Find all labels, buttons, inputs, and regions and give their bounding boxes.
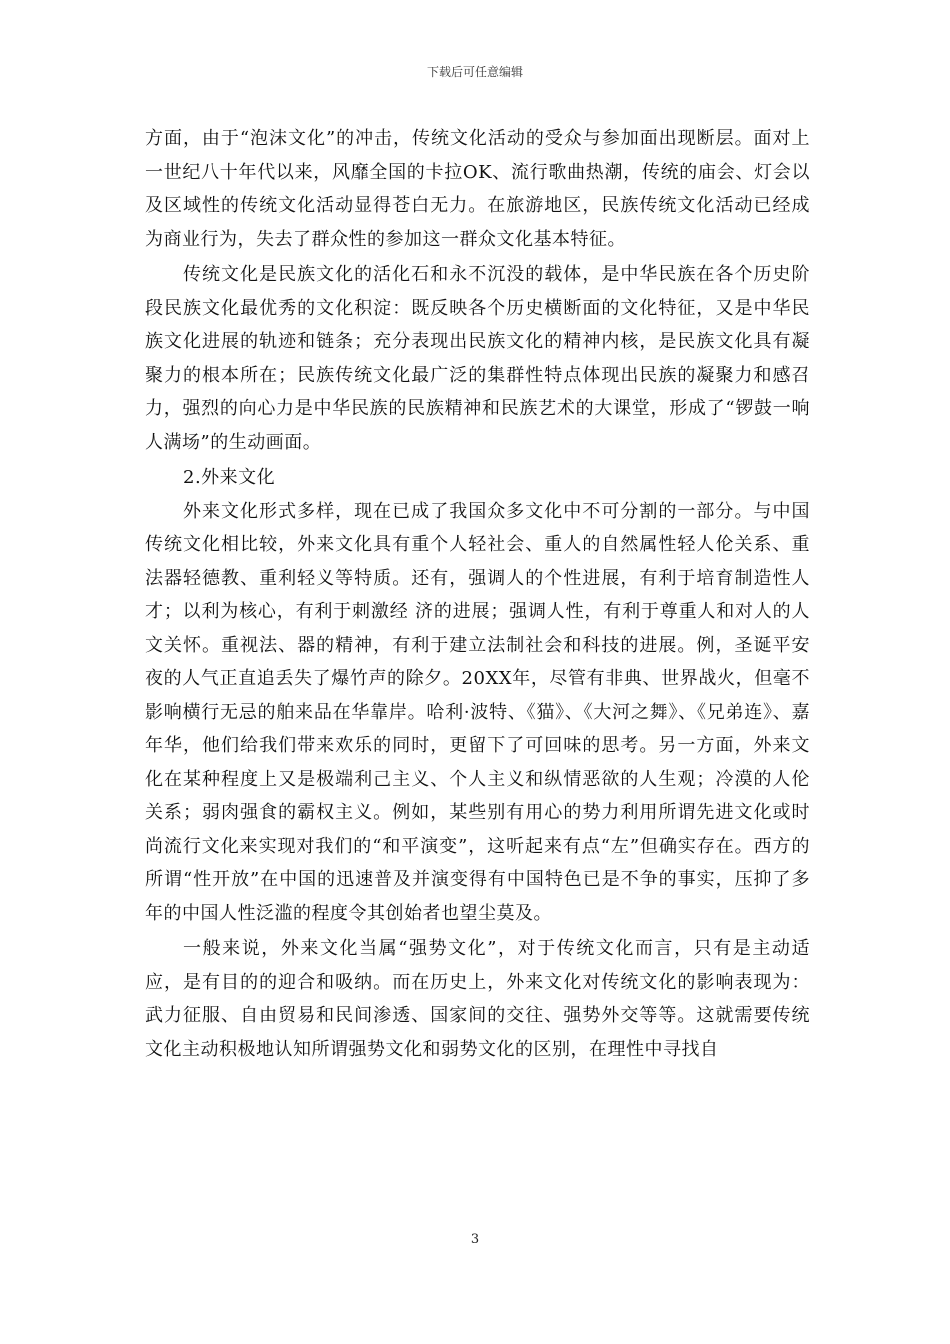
paragraph-strong-culture: 一般来说，外来文化当属“强势文化”，对于传统文化而言，只有是主动适应，是有目的的迎合和吸纳。而在历史上，外来文化对传统文化的影响表现为：武力征服、自由贸易和民间渗透、国家间的交往、强势外交等等。这就需要传统文化主动积极地认知所谓强势文化和弱势文化的区别，在理性中寻找自 [145,938,810,1060]
paragraph-traditional-culture: 传统文化是民族文化的活化石和永不沉没的载体，是中华民族在各个历史阶段民族文化最优秀的文化积淀：既反映各个历史横断面的文化特征，又是中华民族文化进展的轨迹和链条；充分表现出民族文化的精神内核，是民族文化具有凝聚力的根本所在；民族传统文化最广泛的集群性特点体现出民族的凝聚力和感召力，强烈的向心力是中华民族的民族精神和民族艺术的大课堂，形成了“锣鼓一响人满场”的生动画面。 [145,264,810,453]
paragraph-foreign-culture: 外来文化形式多样，现在已成了我国众多文化中不可分割的一部分。与中国传统文化相比较，外来文化具有重个人轻社会、重人的自然属性轻人伦关系、重 法器轻德教、重利轻义等特质。还有，强调人的个性进展，有利于培育制造性人才；以利为核心，有利于刺激经 济的进展；强调人性，有利于尊重人和对人的人文关怀。重视法、器的精神，有利于建立法制社会和科技的进展。例，圣诞平安夜的人气正直追丢失了爆竹声的除夕。20XX年，尽管有非典、世界战火，但毫不影响横行无忌的舶来品在华靠岸。哈利·波特、《猫》、《大河之舞》、《兄弟连》、嘉年华，他们给我们带来欢乐的同时，更留下了可回味的思考。另一方面，外来文化在某种程度上又是极端利己主义、个人主义和纵情恶欲的人生观；冷漠的人伦关系；弱肉强食的霸权主义。例如，某些别有用心的势力利用所谓先进文化或时尚流行文化来实现对我们的“和平演变”，这听起来有点“左”但确实存在。西方的所谓“性开放”在中国的迅速普及并演变得有中国特色已是不争的事实，压抑了多年的中国人性泛滥的程度令其创始者也望尘莫及。 [145,500,810,924]
body-text [145,122,810,1066]
paragraph-continuation: 方面，由于“泡沫文化”的冲击，传统文化活动的受众与参加面出现断层。面对上一世纪八十年代以来，风靡全国的卡拉OK、流行歌曲热潮，传统的庙会、灯会以及区域性的传统文化活动显得苍白无力。在旅游地区，民族传统文化活动已经成为商业行为，失去了群众性的参加这一群众文化基本特征。 [145,128,810,250]
page-header: 下载后可任意编辑 [426,65,523,79]
page-number: 3 [470,1232,480,1247]
section-heading-foreign-culture: 2.外来文化 [183,467,276,488]
